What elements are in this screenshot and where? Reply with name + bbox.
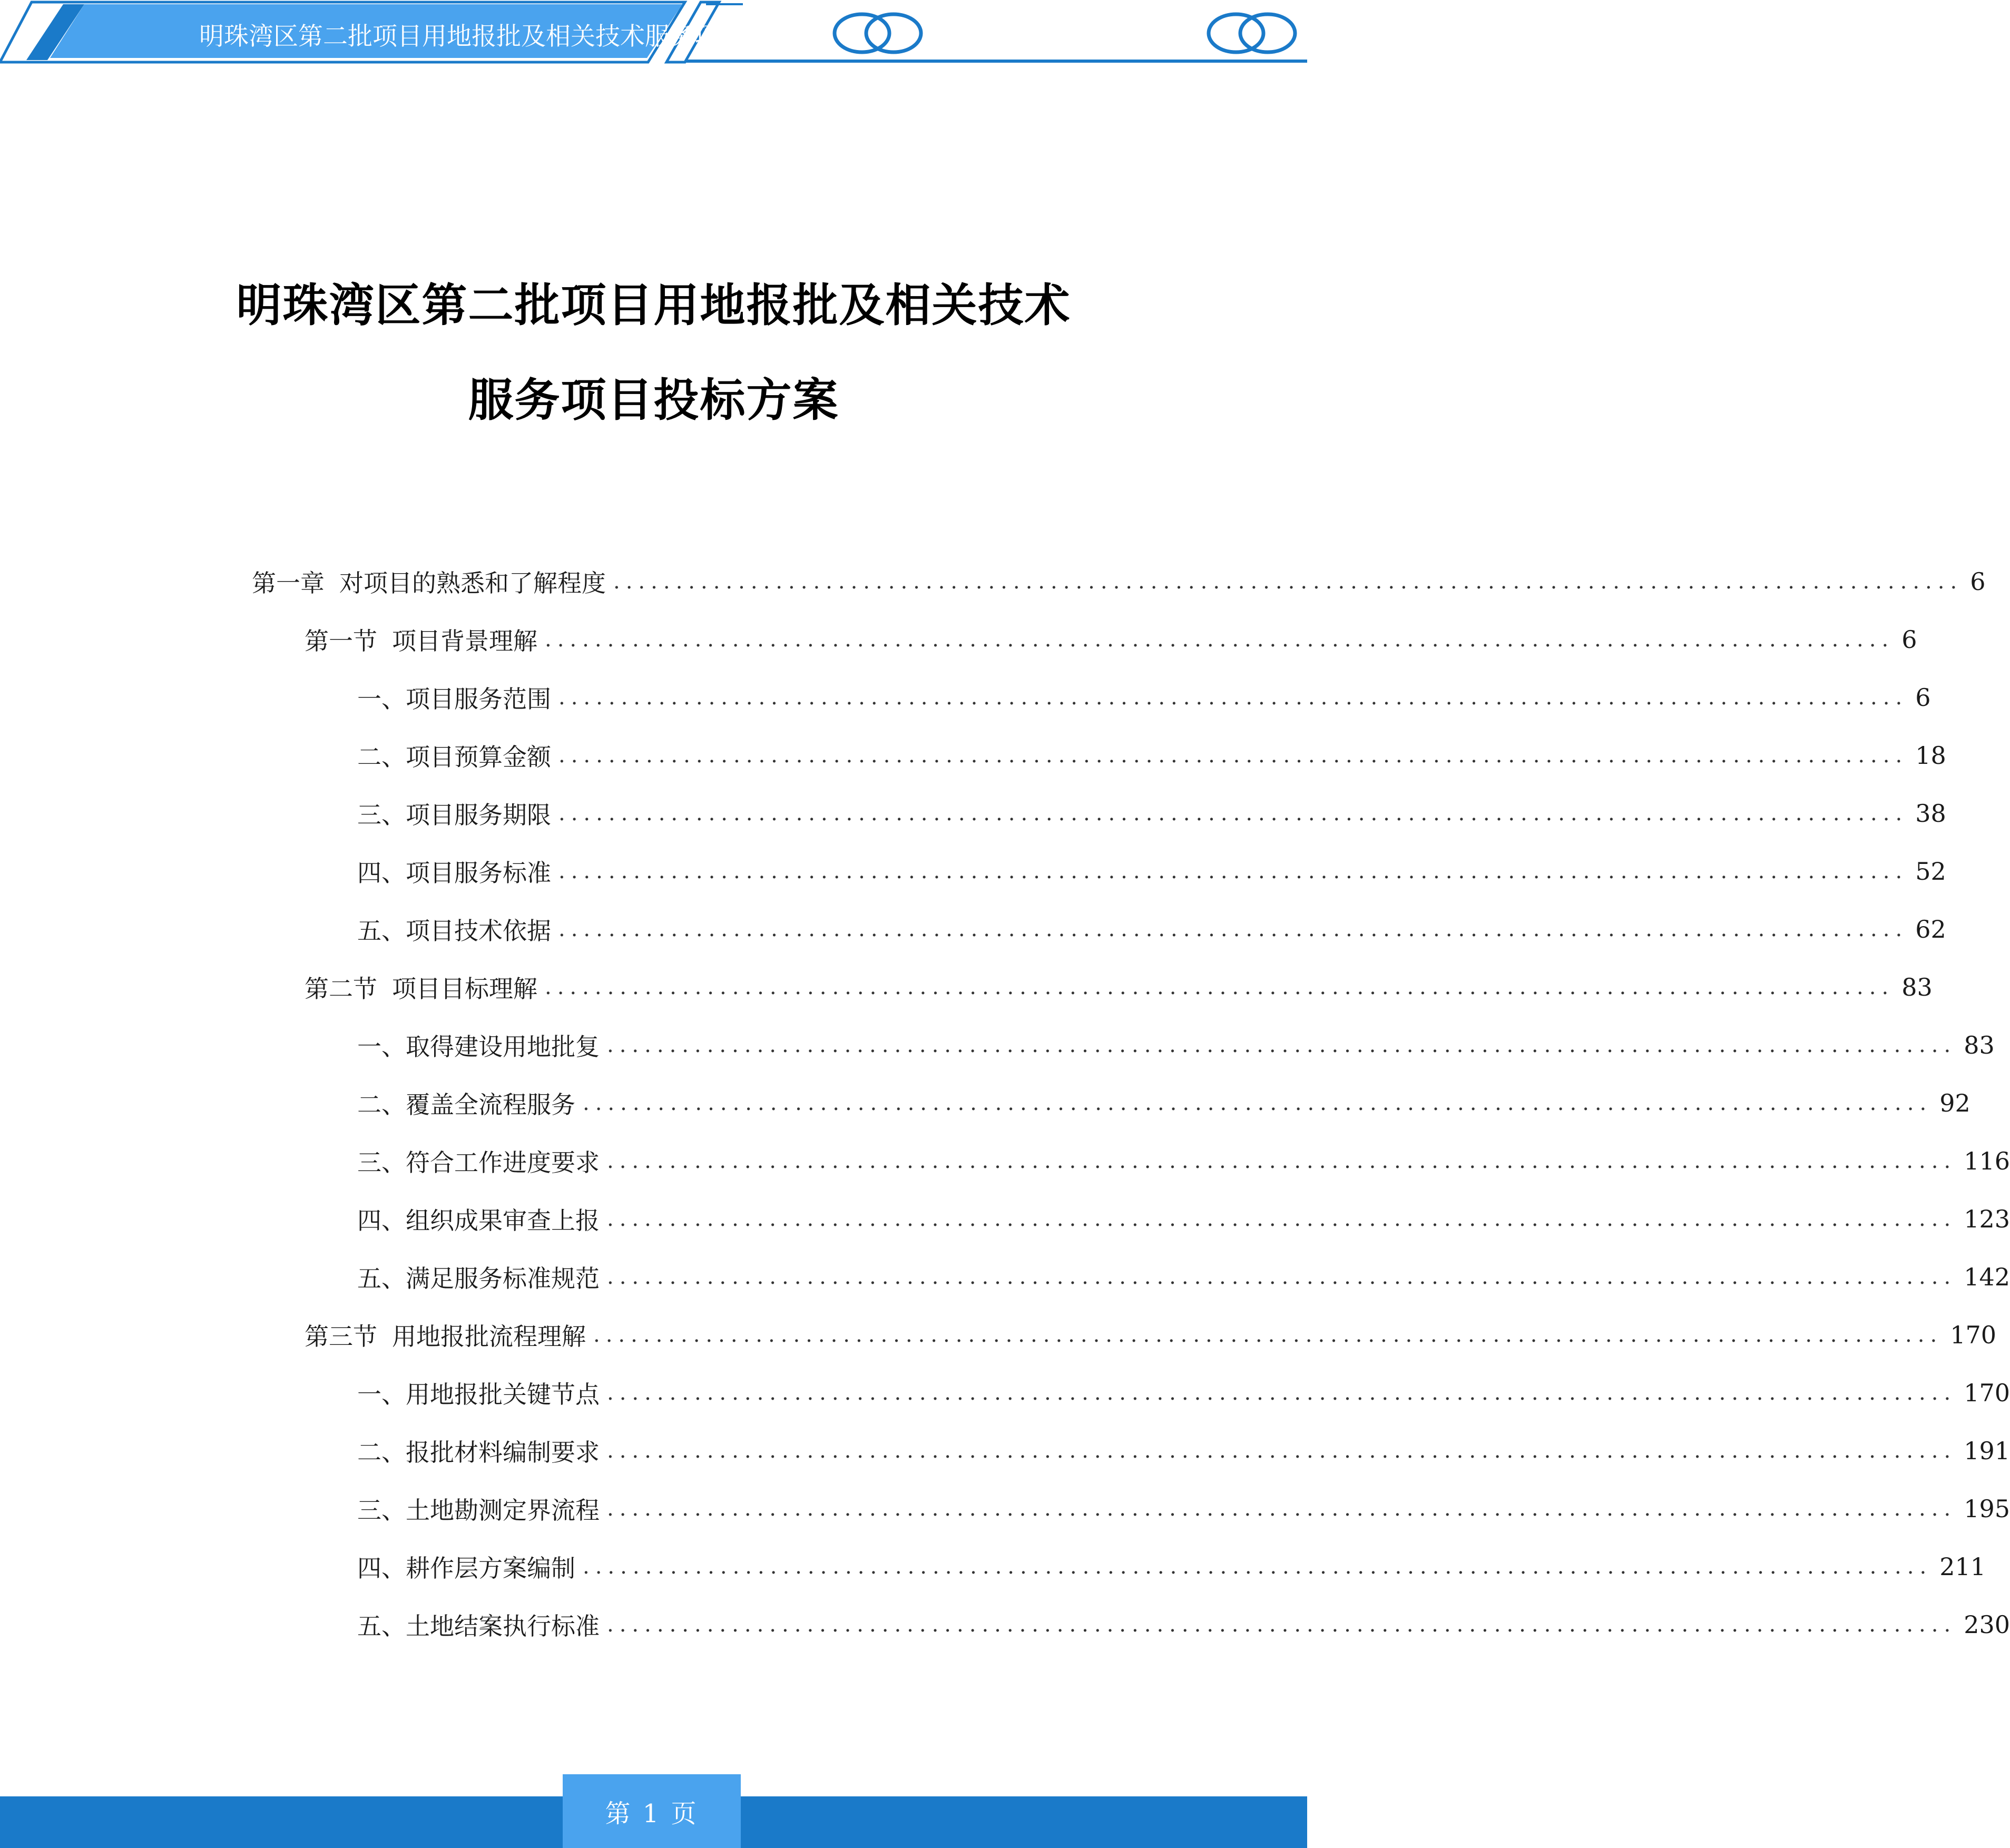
toc-entry[interactable] [357,676,1931,719]
toc-leader: ............................................................................................................ [583,1091,1933,1115]
toc-number: 四、 [357,1206,406,1235]
toc-entry[interactable] [357,1546,1986,1588]
toc-leader: ............................................................................................................ [545,627,1895,652]
toc-number: 五、 [357,1264,406,1293]
toc-leader: ............................................................................................................ [607,1265,1957,1289]
toc-number: 三、 [357,801,406,829]
toc-number: 第三节 [305,1322,377,1351]
toc-page: 123 [1964,1205,2010,1233]
toc-entry[interactable] [357,908,1946,950]
toc-text: 项目服务标准 [406,859,551,887]
toc-number: 一、 [357,1033,406,1061]
toc-entry[interactable] [252,561,1986,603]
toc-entry[interactable] [357,1256,2010,1298]
toc-entry[interactable] [357,1082,1970,1124]
toc-text: 项目目标理解 [392,975,537,1003]
toc-number: 四、 [357,859,406,887]
document-title-line-2: 服务项目投标方案 [468,374,839,427]
toc-text: 项目技术依据 [406,917,551,945]
toc-page: 83 [1901,973,1933,1001]
toc-text: 报批材料编制要求 [406,1438,600,1467]
page-header [0,0,1307,68]
toc-text: 耕作层方案编制 [406,1554,575,1582]
toc-text: 取得建设用地批复 [406,1033,600,1061]
toc-text: 土地勘测定界流程 [406,1496,600,1525]
toc-number: 三、 [357,1496,406,1525]
toc-entry[interactable] [357,850,1946,892]
toc-leader: ............................................................................................................ [607,1439,1957,1463]
toc-page: 195 [1964,1495,2010,1523]
toc-entry[interactable] [357,1198,2010,1240]
toc-number: 一、 [357,1380,406,1409]
toc-leader: ............................................................................................................ [558,743,1908,768]
toc-entry[interactable] [357,734,1946,776]
toc-entry[interactable] [357,1372,2010,1414]
toc-leader: ............................................................................................................ [607,1381,1957,1405]
toc-page: 52 [1915,857,1946,886]
toc-page: 191 [1964,1437,2010,1465]
toc-page: 170 [1964,1379,2010,1407]
toc-number: 五、 [357,917,406,945]
toc-page: 230 [1964,1610,2010,1639]
toc-page: 62 [1915,915,1946,943]
toc-entry[interactable] [305,966,1933,1008]
toc-entry[interactable] [357,1430,2010,1472]
toc-leader: ............................................................................................................ [613,569,1963,594]
toc-page: 18 [1915,741,1946,770]
toc-page: 6 [1901,625,1917,654]
toc-leader: ............................................................................................................ [607,1149,1957,1173]
rings-logo-icon [828,9,928,57]
toc-leader: ............................................................................................................ [558,801,1908,825]
toc-entry[interactable] [357,1604,2010,1646]
toc-leader: ............................................................................................................ [593,1323,1943,1347]
toc-text: 项目服务期限 [406,801,551,829]
toc-page: 6 [1970,567,1986,596]
toc-leader: ............................................................................................................ [607,1207,1957,1231]
running-title: 明珠湾区第二批项目用地报批及相关技术服务项目投标方案 [199,22,843,51]
toc-text: 符合工作进度要求 [406,1148,600,1177]
rings-logo-icon [1202,9,1302,57]
toc-leader: ............................................................................................................ [545,975,1895,999]
toc-number: 第一章 [252,569,325,597]
toc-page: 142 [1964,1263,2010,1291]
toc-text: 对项目的熟悉和了解程度 [339,569,606,597]
toc-page: 211 [1939,1552,1986,1581]
toc-page: 116 [1964,1147,2010,1175]
toc-leader: ............................................................................................................ [558,917,1908,941]
toc-entry[interactable] [357,792,1946,834]
toc-number: 五、 [357,1612,406,1640]
toc-page: 38 [1915,799,1946,828]
toc-leader: ............................................................................................................ [558,685,1908,710]
toc-number: 四、 [357,1554,406,1582]
toc-text: 土地结案执行标准 [406,1612,600,1640]
toc-page: 170 [1950,1321,1997,1349]
toc-text: 组织成果审查上报 [406,1206,600,1235]
page-number: 第 1 页 [563,1774,741,1848]
toc-entry[interactable] [357,1024,1995,1066]
toc-number: 二、 [357,1438,406,1467]
toc-text: 项目预算金额 [406,743,551,771]
toc-number: 第二节 [305,975,377,1003]
toc-number: 一、 [357,685,406,713]
toc-text: 项目服务范围 [406,685,551,713]
toc-text: 覆盖全流程服务 [406,1090,575,1119]
toc-number: 三、 [357,1148,406,1177]
toc-leader: ............................................................................................................ [607,1497,1957,1521]
toc-page: 83 [1964,1031,1995,1059]
toc-leader: ............................................................................................................ [607,1613,1957,1637]
toc-entry[interactable] [305,1314,1997,1356]
toc-entry[interactable] [357,1140,2010,1182]
toc-leader: ............................................................................................................ [558,859,1908,883]
toc-text: 用地报批流程理解 [392,1322,586,1351]
toc-text: 满足服务标准规范 [406,1264,600,1293]
toc-leader: ............................................................................................................ [607,1033,1957,1057]
document-title-line-1: 明珠湾区第二批项目用地报批及相关技术 [236,279,1071,332]
toc-number: 二、 [357,743,406,771]
toc-number: 第一节 [305,627,377,655]
toc-entry[interactable] [357,1488,2010,1530]
toc-leader: ............................................................................................................ [583,1555,1933,1579]
toc-text: 项目背景理解 [392,627,537,655]
toc-page: 6 [1915,683,1931,712]
toc-number: 二、 [357,1090,406,1119]
toc-page: 92 [1939,1089,1970,1117]
toc-text: 用地报批关键节点 [406,1380,600,1409]
toc-entry[interactable] [305,618,1917,661]
